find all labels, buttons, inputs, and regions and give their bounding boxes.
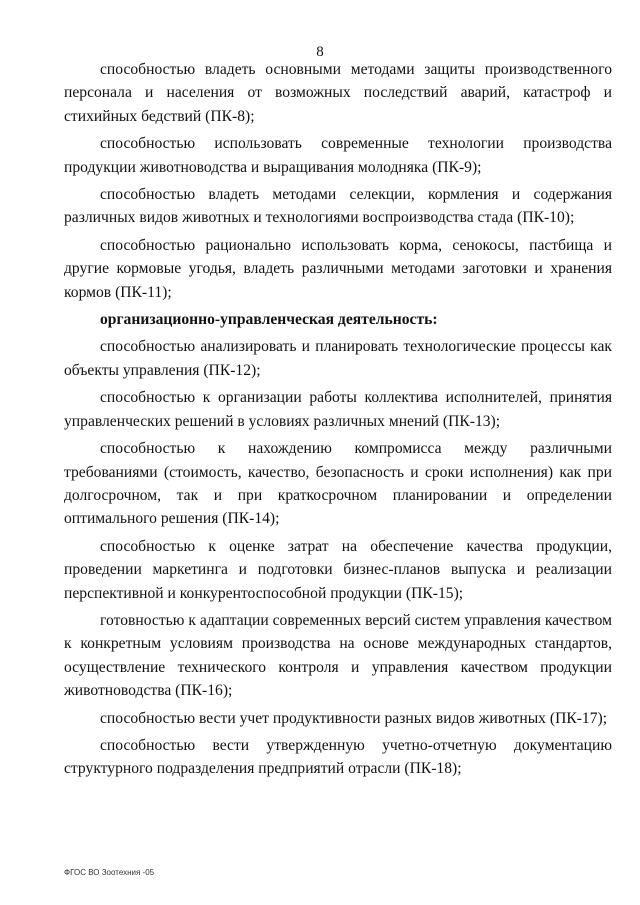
paragraph-pk-11: способностью рационально использовать корма, сенокосы, пастбища и другие кормовые угодья, владеть различными методами заготовки и хранения кормов (ПК-11);	[64, 236, 612, 301]
section-heading: организационно-управленческая деятельность:	[100, 311, 438, 329]
paragraph-pk-15: способностью к оценке затрат на обеспечение качества продукции, проведении маркетинга и подготовки бизнес-планов выпуска и реализации перспективной и конкурентоспособной продукции (ПК-15);	[64, 537, 612, 602]
paragraph-pk-12: способностью анализировать и планировать технологические процессы как объекты управления (ПК-12);	[64, 338, 612, 379]
paragraph-pk-8: способностью владеть основными методами защиты производственного персонала и населения от возможных последствий аварий, катастроф и стихийных бедствий (ПК-8);	[64, 61, 612, 125]
paragraph-pk-14: способностью к нахождению компромисса между различными требованиями (стоимость, качество, безопасность и сроки исполнения) как при долгосрочном, так и при краткосрочном планировании и определении оптимального решения (ПК-14);	[64, 440, 612, 528]
page-footer: ФГОС ВО Зоотехния -05	[64, 868, 155, 877]
document-body	[64, 58, 612, 785]
paragraph-pk-16: готовностью к адаптации современных версий систем управления качеством к конкретным условиям производства на основе международных стандартов, осуществление технического контроля и управления качеством продукции животноводства (ПК-16);	[64, 611, 612, 700]
paragraph-pk-17: способностью вести учет продуктивности разных видов животных (ПК-17);	[100, 709, 608, 727]
paragraph-pk-10: способностью владеть методами селекции, кормления и содержания различных видов животных и технологиями воспроизводства стада (ПК-10);	[64, 186, 612, 227]
page-number: 8	[316, 44, 324, 60]
paragraph-pk-9: способностью использовать современные технологии производства продукции животноводства и выращивания молодняка (ПК-9);	[64, 135, 612, 176]
paragraph-pk-13: способностью к организации работы коллектива исполнителей, принятия управленческих решений в условиях различных мнений (ПК-13);	[64, 389, 612, 430]
paragraph-pk-18: способностью вести утвержденную учетно-отчетную документацию структурного подразделения предприятий отрасли (ПК-18);	[64, 736, 612, 778]
